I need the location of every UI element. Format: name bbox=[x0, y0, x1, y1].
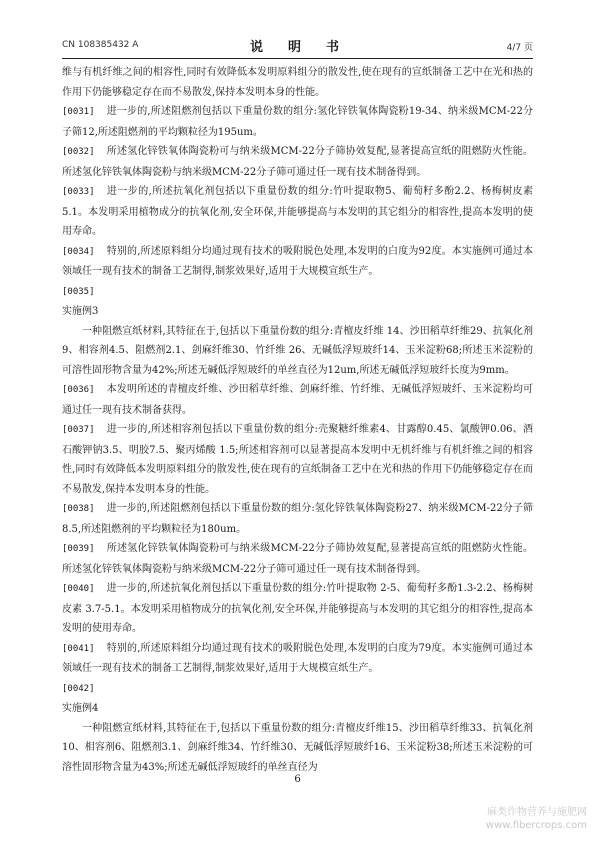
paragraph bbox=[62, 142, 533, 182]
site-watermark bbox=[486, 806, 587, 832]
paragraph bbox=[62, 322, 533, 381]
paragraph bbox=[62, 63, 533, 102]
paragraph-text: 一种阻燃宣纸材料,其特征在于,包括以下重量份数的组分:青檀皮纤维 14、沙田稻草纤维29、抗氧化剂9、相容剂4.5、阻燃剂2.1、剑麻纤维30、竹纤维 26、无碱低浮短玻纤14、玉米淀粉68;所述玉米淀粉的可溶性固形物含量为42%;所述无碱低浮短玻纤的单丝直径为12um,所述无碱低浮短玻纤长度为9mm。 bbox=[62, 325, 533, 376]
paragraph-number: [0033] bbox=[62, 187, 95, 197]
page-number: 6 bbox=[294, 774, 301, 785]
paragraph-text: 特别的,所述原料组分均通过现有技术的吸附脱色处理,本发明的白度为92度。本实施例可通过本领域任一现有技术的制备工艺制得,制浆效果好,适用于大规模宣纸生产。 bbox=[62, 245, 533, 277]
paragraph-text: 进一步的,所述相容剂包括以下重量份数的组分:壳聚糖纤维素4、甘露醇0.45、氯酸钾0.06、酒石酸钾钠3.5、明胶7.5、聚丙烯酸 1.5;所述相容剂可以显著提高本发明中无机纤维与有机纤维之间的相容性,同时有效降低本发明原料组分的散发性,使在现有的宣纸制备工艺中在光和热的作用下仍能够稳定存在而不易散发,保持本发明本身的性能。 bbox=[62, 424, 533, 495]
paragraph bbox=[62, 639, 533, 679]
watermark-url: www.fibercrops.com bbox=[485, 820, 587, 831]
paragraph-number: [0035] bbox=[62, 286, 95, 297]
paragraph-text: 进一步的,所述抗氧化剂包括以下重量份数的组分:竹叶提取物 2-5、葡萄籽多酚1.3-2.2、杨梅树皮素 3.7-5.1。本发明采用植物成分的抗氧化剂,安全环保,并能够提高与本发明的其它组分的相容性,提高本发明的使用寿命。 bbox=[62, 583, 533, 634]
paragraph-text: 维与有机纤维之间的相容性,同时有效降低本发明原料组分的散发性,使在现有的宣纸制备工艺中在光和热的作用下仍能够稳定存在而不易散发,保持本发明本身的性能。 bbox=[62, 67, 533, 98]
document-title: 说 明 书 bbox=[249, 40, 345, 55]
paragraph bbox=[62, 102, 533, 142]
paragraph bbox=[62, 679, 533, 700]
paragraph-number: [0036] bbox=[62, 385, 95, 395]
paragraph-number: [0040] bbox=[62, 584, 95, 594]
document-body bbox=[62, 63, 533, 777]
paragraph bbox=[62, 242, 533, 282]
paragraph bbox=[62, 380, 533, 420]
paragraph-text: 本发明所述的青檀皮纤维、沙田稻草纤维、剑麻纤维、竹纤维、无碱低浮短玻纤、玉米淀粉均可通过任一现有技术制备获得。 bbox=[62, 384, 533, 416]
example-heading bbox=[62, 699, 533, 719]
paragraph-number: [0038] bbox=[62, 504, 95, 514]
paragraph-text: 一种阻燃宣纸材料,其特征在于,包括以下重量份数的组分:青檀皮纤维15、沙田稻草纤维33、抗氧化剂10、相容剂6、阻燃剂3.1、剑麻纤维34、竹纤维30、无碱低浮短玻纤16、玉米淀粉38;所述玉米淀粉的可溶性固形物含量为43%;所述无碱低浮短玻纤的单丝直径为 bbox=[62, 722, 533, 773]
paragraph-text: 进一步的,所述抗氧化剂包括以下重量份数的组分:竹叶提取物5、葡萄籽多酚2.2、杨梅树皮素5.1。本发明采用植物成分的抗氧化剂,安全环保,并能够提高与本发明的其它组分的相容性,提高本发明的使用寿命。 bbox=[62, 186, 533, 237]
paragraph bbox=[62, 182, 533, 242]
paragraph bbox=[62, 420, 533, 499]
paragraph bbox=[62, 282, 533, 303]
example-heading bbox=[62, 302, 533, 322]
paragraph-number: [0041] bbox=[62, 643, 95, 654]
patent-number: CN 108385432 A bbox=[62, 40, 139, 50]
paragraph-text: 进一步的,所述阻燃剂包括以下重量份数的组分:氢化锌铁氧体陶瓷粉27、纳米级MCM-22分子筛8.5,所述阻燃剂的平均颗粒径为180um。 bbox=[62, 503, 533, 535]
paragraph-number: [0032] bbox=[62, 147, 95, 157]
watermark-site-name: 麻类作物营养与施肥网 bbox=[487, 807, 587, 818]
paragraph-text: 实施例4 bbox=[62, 703, 99, 714]
paragraph-number: [0039] bbox=[62, 544, 95, 554]
page-ratio: 4/7 页 bbox=[506, 43, 533, 53]
page-header bbox=[62, 36, 533, 56]
paragraph bbox=[62, 579, 533, 639]
paragraph-number: [0042] bbox=[62, 683, 95, 694]
paragraph-text: 实施例3 bbox=[62, 306, 99, 317]
paragraph bbox=[62, 719, 533, 778]
paragraph-text: 所述氢化锌铁氧体陶瓷粉可与纳米级MCM-22分子筛协效复配,显著提高宣纸的阻燃防火性能。所述氢化锌铁氧体陶瓷粉与纳米级MCM-22分子筛可通过任一现有技术制备得到。 bbox=[62, 543, 533, 575]
paragraph-text: 特别的,所述原料组分均通过现有技术的吸附脱色处理,本发明的白度为79度。本实施例可通过本领域任一现有技术的制备工艺制得,制浆效果好,适用于大规模宣纸生产。 bbox=[62, 642, 533, 674]
paragraph-number: [0037] bbox=[62, 425, 95, 435]
paragraph-text: 进一步的,所述阻燃剂包括以下重量份数的组分:氢化锌铁氧体陶瓷粉19-34、纳米级MCM-22分子筛12,所述阻燃剂的平均颗粒径为195um。 bbox=[62, 106, 533, 138]
paragraph-text: 所述氢化锌铁氧体陶瓷粉可与纳米级MCM-22分子筛协效复配,显著提高宣纸的阻燃防火性能。所述氢化锌铁氧体陶瓷粉与纳米级MCM-22分子筛可通过任一现有技术制备得到。 bbox=[62, 146, 533, 178]
header-rule bbox=[62, 58, 533, 59]
paragraph-number: [0034] bbox=[62, 246, 95, 257]
paragraph bbox=[62, 539, 533, 579]
paragraph bbox=[62, 499, 533, 539]
paragraph-number: [0031] bbox=[62, 107, 95, 117]
